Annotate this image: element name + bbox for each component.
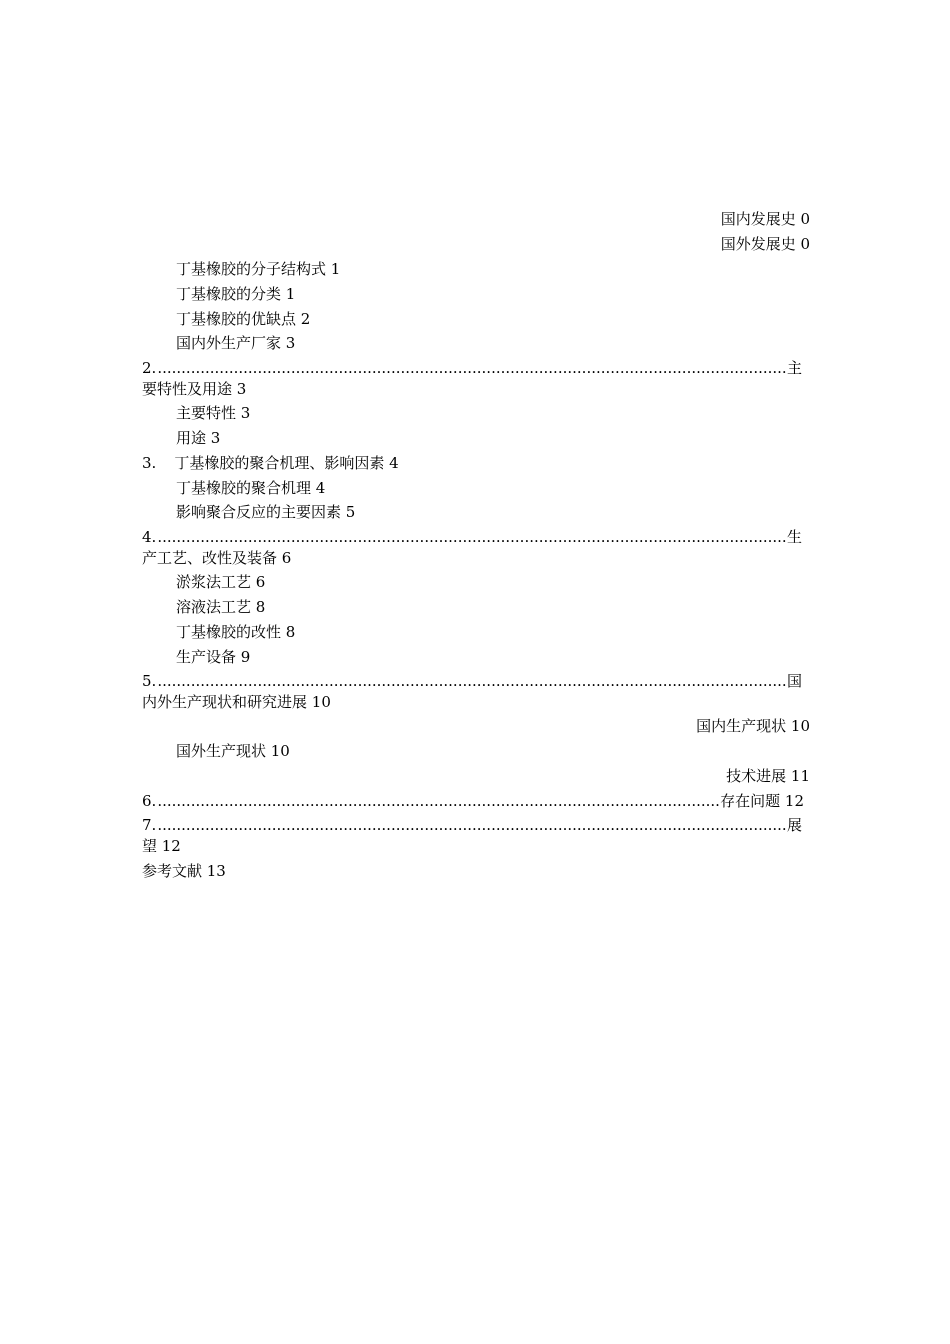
toc-entry[interactable]: 丁基橡胶的分类 1	[176, 285, 296, 303]
dot-leader	[157, 791, 719, 811]
toc-entry[interactable]: 丁基橡胶的改性 8	[176, 623, 296, 641]
toc-number: 4.	[142, 528, 157, 546]
toc-entry-dotted[interactable]	[142, 527, 802, 547]
toc-entry[interactable]: 丁基橡胶的优缺点 2	[176, 310, 311, 328]
toc-title-start: 生	[786, 528, 802, 546]
toc-entry[interactable]: 国外发展史 0	[720, 235, 810, 253]
toc-entry[interactable]	[142, 453, 399, 473]
toc-number: 3.	[142, 454, 157, 472]
toc-title-start: 展	[786, 816, 802, 834]
toc-title-start: 主	[786, 359, 802, 377]
toc-title: 存在问题 12	[720, 792, 804, 810]
dot-leader	[157, 527, 786, 547]
toc-number: 5.	[142, 672, 157, 690]
toc-title-start: 国	[786, 672, 802, 690]
dot-leader	[157, 815, 786, 835]
toc-entry[interactable]: 要特性及用途 3	[142, 380, 247, 398]
toc-entry[interactable]: 主要特性 3	[176, 404, 251, 422]
toc-number: 6.	[142, 792, 157, 810]
toc-entry-dotted[interactable]	[142, 358, 802, 378]
toc-entry[interactable]: 淤浆法工艺 6	[176, 573, 266, 591]
toc-entry[interactable]: 国内发展史 0	[720, 210, 810, 228]
toc-entry[interactable]: 丁基橡胶的聚合机理 4	[176, 479, 326, 497]
toc-number: 2.	[142, 359, 157, 377]
toc-entry[interactable]: 技术进展 11	[726, 767, 810, 785]
toc-entry[interactable]: 国内生产现状 10	[696, 717, 810, 735]
toc-entry[interactable]: 参考文献 13	[142, 862, 226, 880]
dot-leader	[157, 358, 786, 378]
toc-entry-dotted[interactable]	[142, 671, 802, 691]
dot-leader	[157, 671, 786, 691]
toc-title: 丁基橡胶的聚合机理、影响因素 4	[174, 454, 399, 472]
toc-entry[interactable]: 国外生产现状 10	[176, 742, 290, 760]
toc-entry-dotted[interactable]	[142, 815, 802, 835]
toc-entry[interactable]: 溶液法工艺 8	[176, 598, 266, 616]
toc-entry[interactable]: 产工艺、改性及装备 6	[142, 549, 292, 567]
toc-entry-dotted[interactable]	[142, 791, 804, 811]
toc-entry[interactable]: 生产设备 9	[176, 648, 251, 666]
toc-entry[interactable]: 国内外生产厂家 3	[176, 334, 296, 352]
toc-entry[interactable]: 望 12	[142, 837, 181, 855]
toc-entry[interactable]: 影响聚合反应的主要因素 5	[176, 503, 356, 521]
toc-entry[interactable]: 用途 3	[176, 429, 221, 447]
toc-entry[interactable]: 内外生产现状和研究进展 10	[142, 693, 331, 711]
toc-number: 7.	[142, 816, 157, 834]
toc-entry[interactable]: 丁基橡胶的分子结构式 1	[176, 260, 341, 278]
